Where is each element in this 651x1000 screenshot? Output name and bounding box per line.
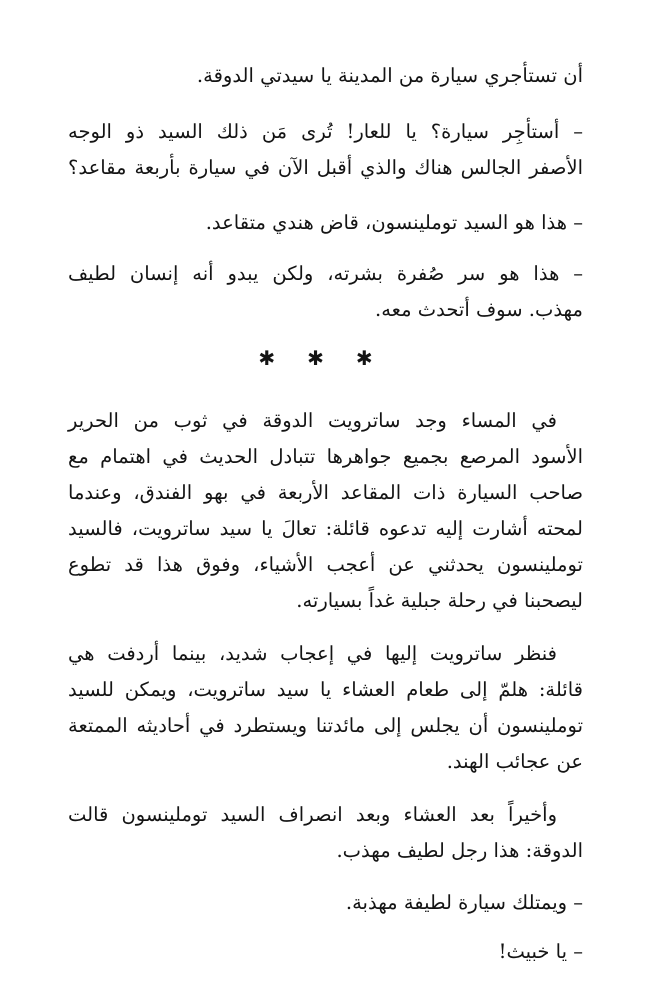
text-line: ليصحبنا في رحلة جبلية غداً بسيارته. [296, 589, 583, 612]
dialogue-line: – هذا هو السيد توملينسون، قاض هندي متقاعد. [205, 211, 583, 234]
text-line: الأسود المرصع بجميع جواهرها تتبادل الحديث في اهتمام مع [68, 445, 583, 468]
text-line: أن تستأجري سيارة من المدينة يا سيدتي الدوقة. [196, 64, 583, 87]
dialogue-line: – ويمتلك سيارة لطيفة مهذبة. [345, 891, 583, 914]
asterisk-icon: ✱ [355, 346, 393, 370]
paragraph-first-line: في المساء وجد ساترويت الدوقة في ثوب من الحرير [68, 409, 557, 432]
dialogue-line: – يا خبيث! [498, 940, 583, 963]
paragraph-first-line: وأخيراً بعد العشاء وبعد انصراف السيد توملينسون قالت [68, 803, 557, 826]
text-line: الدوقة: هذا رجل لطيف مهذب. [336, 839, 583, 862]
dialogue-line: – هذا هو سر صُفرة بشرته، ولكن يبدو أنه إنسان لطيف [68, 262, 583, 285]
text-line: صاحب السيارة ذات المقاعد الأربعة في بهو الفندق، وعندما [68, 481, 583, 504]
text-line: قائلة: هلمّ إلى طعام العشاء يا سيد ساترويت، ويمكن للسيد [68, 678, 583, 701]
section-separator [0, 340, 651, 376]
text-line: توملينسون أن يجلس إلى مائدتنا ويستطرد في أحاديثه الممتعة [68, 714, 583, 737]
asterisk-icon: ✱ [258, 346, 296, 370]
text-line: توملينسون يحدثني عن أعجب الأشياء، وفوق هذا قد تطوع [68, 553, 583, 576]
dialogue-line: – أستأجِر سيارة؟ يا للعار! تُرى مَن ذلك السيد ذو الوجه [68, 120, 583, 143]
asterisk-icon: ✱ [307, 346, 344, 370]
paragraph-first-line: فنظر ساترويت إليها في إعجاب شديد، بينما أردفت هي [68, 642, 557, 665]
text-line: لمحته أشارت إليه تدعوه قائلة: تعالَ يا سيد ساترويت، فالسيد [68, 517, 583, 540]
text-line: عن عجائب الهند. [446, 750, 583, 773]
text-line: الأصفر الجالس هناك والذي أقبل الآن في سيارة بأربعة مقاعد؟ [68, 156, 583, 179]
text-line: مهذب. سوف أتحدث معه. [375, 298, 583, 321]
